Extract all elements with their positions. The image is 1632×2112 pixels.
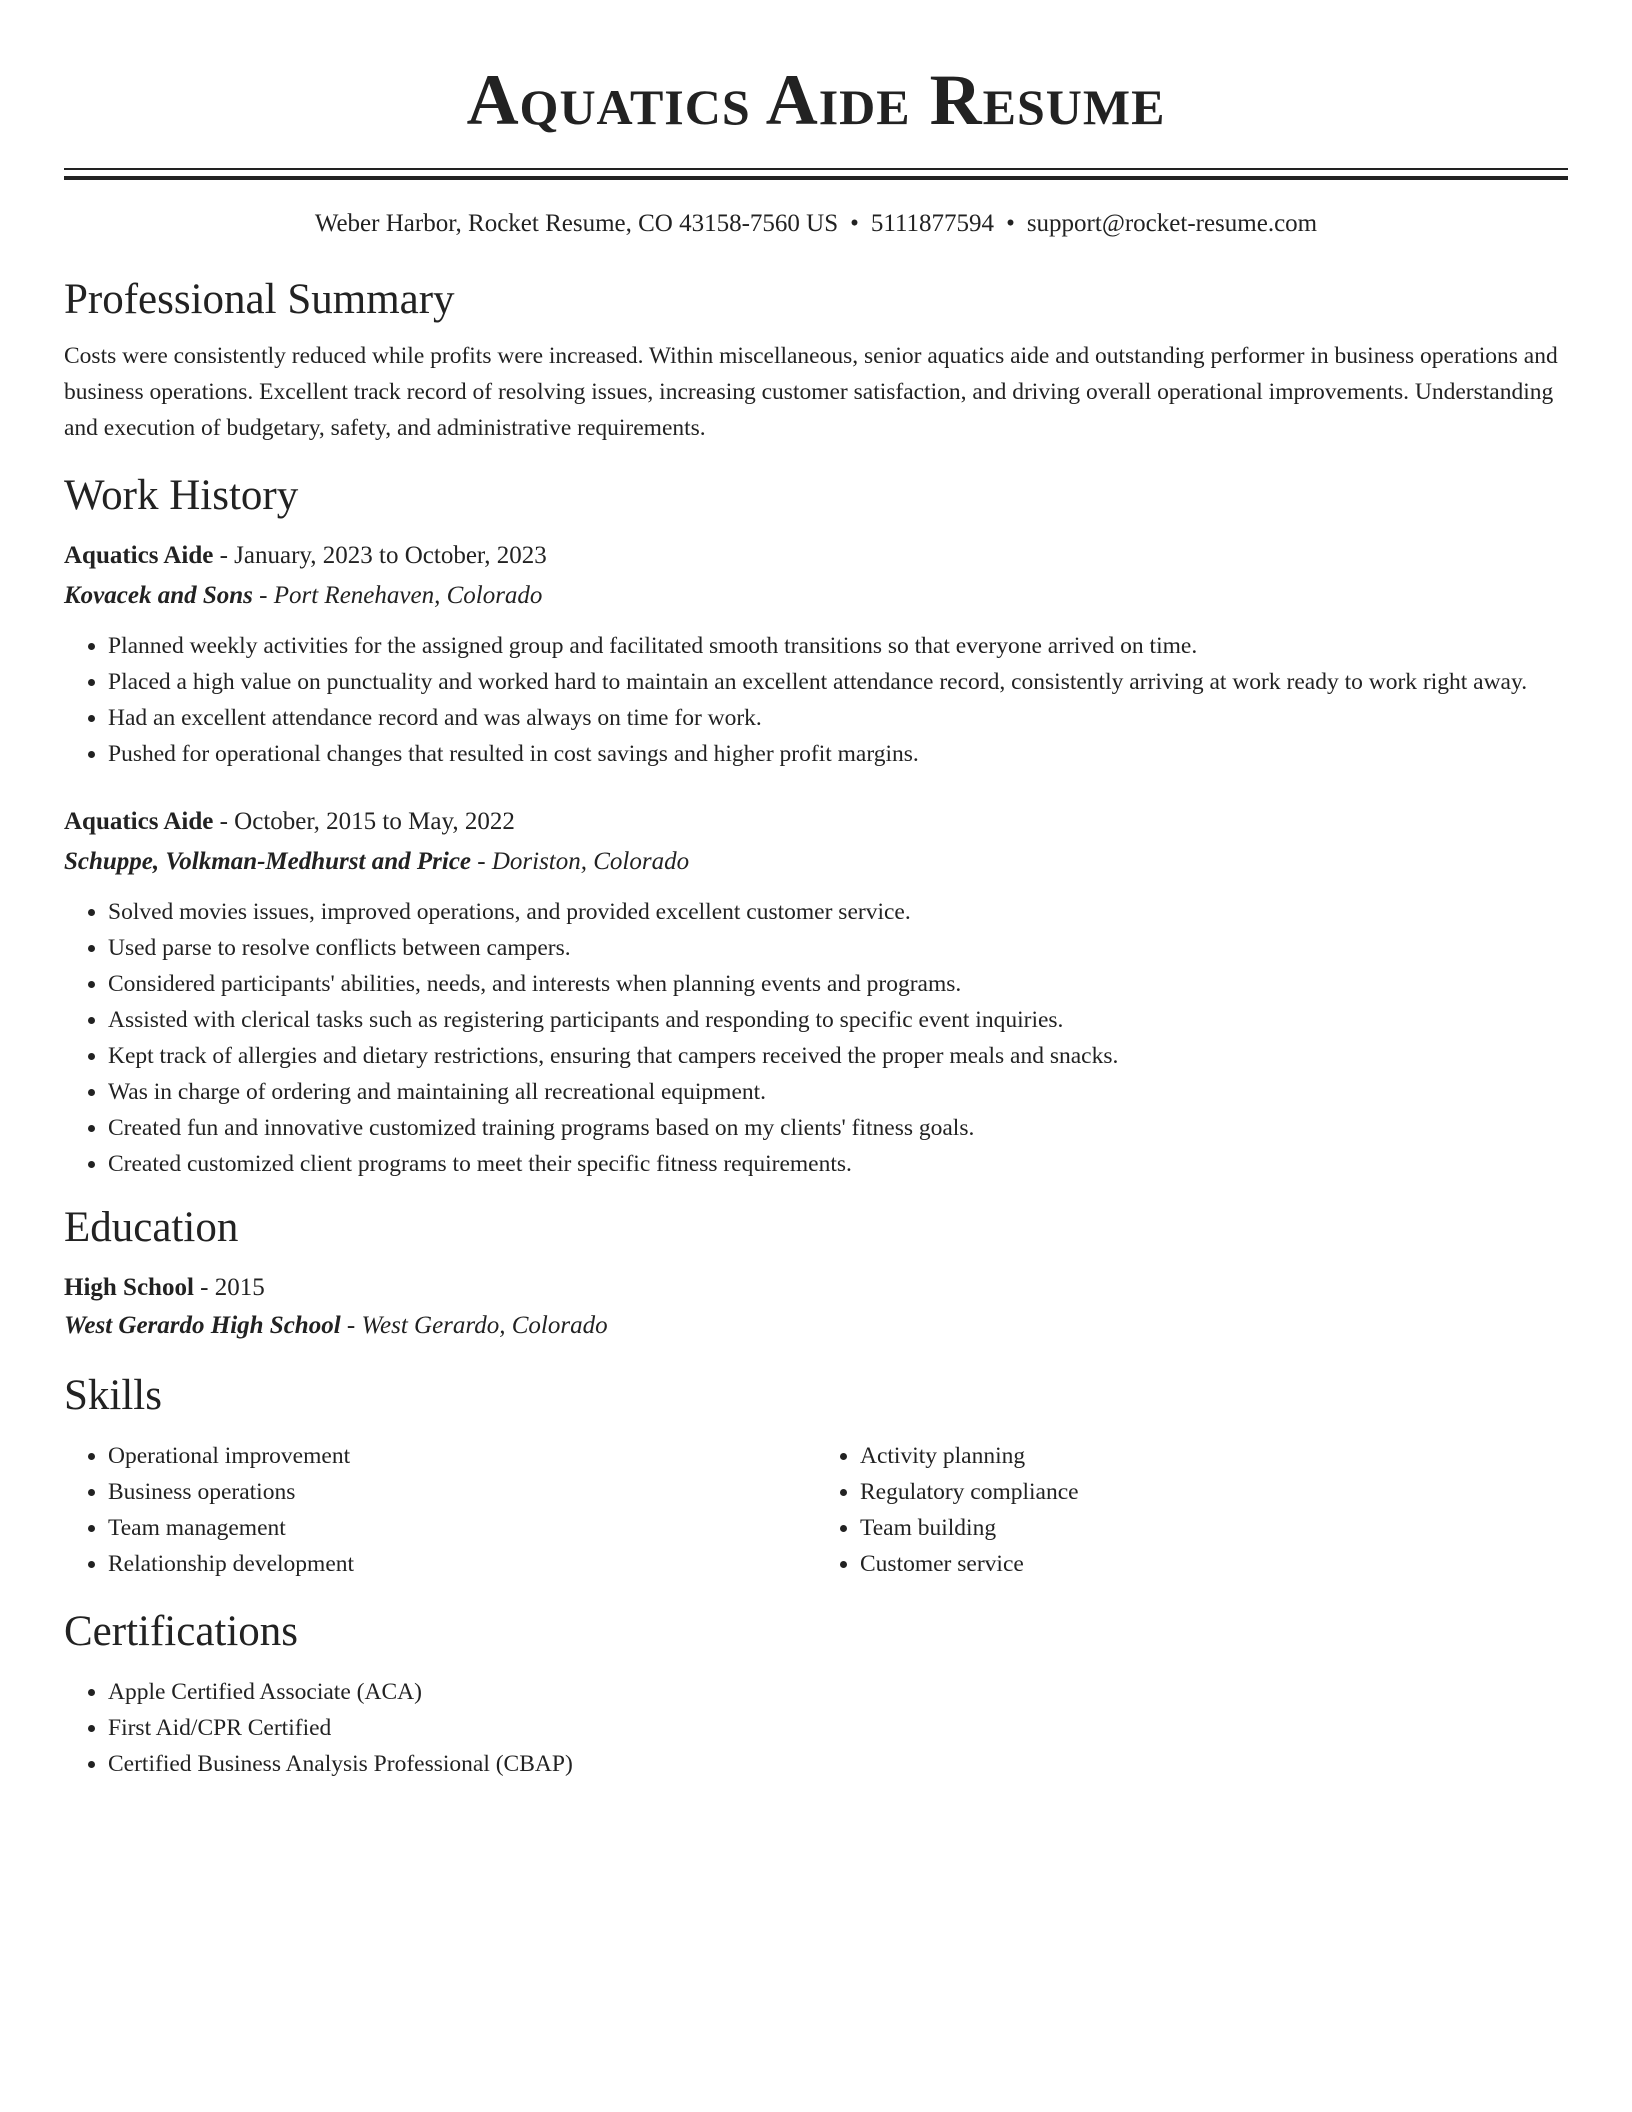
skills-grid [64,1438,1568,1582]
list-item: • Activity planning [860,1438,1568,1474]
work-history-section [64,470,1568,1182]
graduation-year: - 2015 [193,1274,265,1301]
school-name: West Gerardo High School [64,1312,341,1339]
list-item: • Customer service [860,1546,1568,1582]
skills-list-right [816,1438,1568,1582]
list-item: • Certified Business Analysis Professional (CBAP) [108,1746,1568,1782]
skills-list-left [64,1438,816,1582]
list-item: • Used parse to resolve conflicts between campers. [108,930,1568,966]
list-item: • Pushed for operational changes that resulted in cost savings and higher profit margins. [108,736,1568,772]
list-item: • Operational improvement [108,1438,816,1474]
summary-text: Costs were consistently reduced while profits were increased. Within miscellaneous, senior aquatics aide and outstanding performer in business operations and business operations. Excellent track record of resolving issues, increasing customer satisfaction, and driving overall operational improvements. Understanding and execution of budgetary, safety, and administrative requirements. [64,343,1558,441]
contact-separator: • [1006,210,1015,237]
job-title-line [64,806,1568,838]
list-item: • Placed a high value on punctuality and worked hard to maintain an excellent attendance record, consistently arriving at work ready to work right away. [108,664,1568,700]
education-heading: Education [64,1204,239,1251]
list-item: • Created fun and innovative customized training programs based on my clients' fitness goals. [108,1110,1568,1146]
list-item: • Planned weekly activities for the assigned group and facilitated smooth transitions so that everyone arrived on time. [108,628,1568,664]
summary-section [64,274,1568,446]
list-item: • Was in charge of ordering and maintaining all recreational equipment. [108,1074,1568,1110]
list-item: • Created customized client programs to meet their specific fitness requirements. [108,1146,1568,1182]
job-bullets [64,894,1568,1182]
list-item: • Solved movies issues, improved operations, and provided excellent customer service. [108,894,1568,930]
list-item: • Apple Certified Associate (ACA) [108,1674,1568,1710]
skills-section [64,1370,1568,1582]
title-divider [64,168,1568,170]
list-item: • Team management [108,1510,816,1546]
job-title: Aquatics Aide [64,808,214,835]
list-item: • Had an excellent attendance record and was always on time for work. [108,700,1568,736]
contact-phone: 5111877594 [870,210,995,237]
job-title: Aquatics Aide [64,542,214,569]
contact-email: support@rocket-resume.com [1026,210,1318,237]
certifications-list [64,1674,1568,1782]
company-line [64,580,1568,612]
list-item: • Team building [860,1510,1568,1546]
school-location: - West Gerardo, Colorado [340,1312,608,1339]
company-line [64,846,1568,878]
job-dates: - January, 2023 to October, 2023 [213,542,547,569]
certifications-section [64,1606,1568,1782]
list-item: • Regulatory compliance [860,1474,1568,1510]
job-bullets [64,628,1568,772]
list-item: • First Aid/CPR Certified [108,1710,1568,1746]
work-history-heading: Work History [64,472,299,519]
list-item: • Kept track of allergies and dietary restrictions, ensuring that campers received the proper meals and snacks. [108,1038,1568,1074]
contact-separator: • [850,210,859,237]
company-location: - Doriston, Colorado [471,848,690,875]
job-dates: - October, 2015 to May, 2022 [213,808,515,835]
degree-line [64,1272,1568,1304]
list-item: • Business operations [108,1474,816,1510]
school-line [64,1310,1568,1342]
company-name: Schuppe, Volkman-Medhurst and Price [64,848,472,875]
list-item: • Assisted with clerical tasks such as registering participants and responding to specific event inquiries. [108,1002,1568,1038]
list-item: • Relationship development [108,1546,816,1582]
job-title-line [64,540,1568,572]
company-name: Kovacek and Sons [64,582,253,609]
company-location: - Port Renehaven, Colorado [252,582,543,609]
contact-line [64,208,1568,240]
contact-address: Weber Harbor, Rocket Resume, CO 43158-7560 US [314,210,839,237]
education-section [64,1202,1568,1342]
summary-heading: Professional Summary [64,276,455,323]
degree: High School [64,1274,194,1301]
certifications-heading: Certifications [64,1608,299,1655]
job-entry [64,540,1568,772]
job-entry [64,806,1568,1182]
skills-heading: Skills [64,1372,162,1419]
resume-title: Aquatics Aide Resume [466,60,1166,140]
list-item: • Considered participants' abilities, needs, and interests when planning events and programs. [108,966,1568,1002]
